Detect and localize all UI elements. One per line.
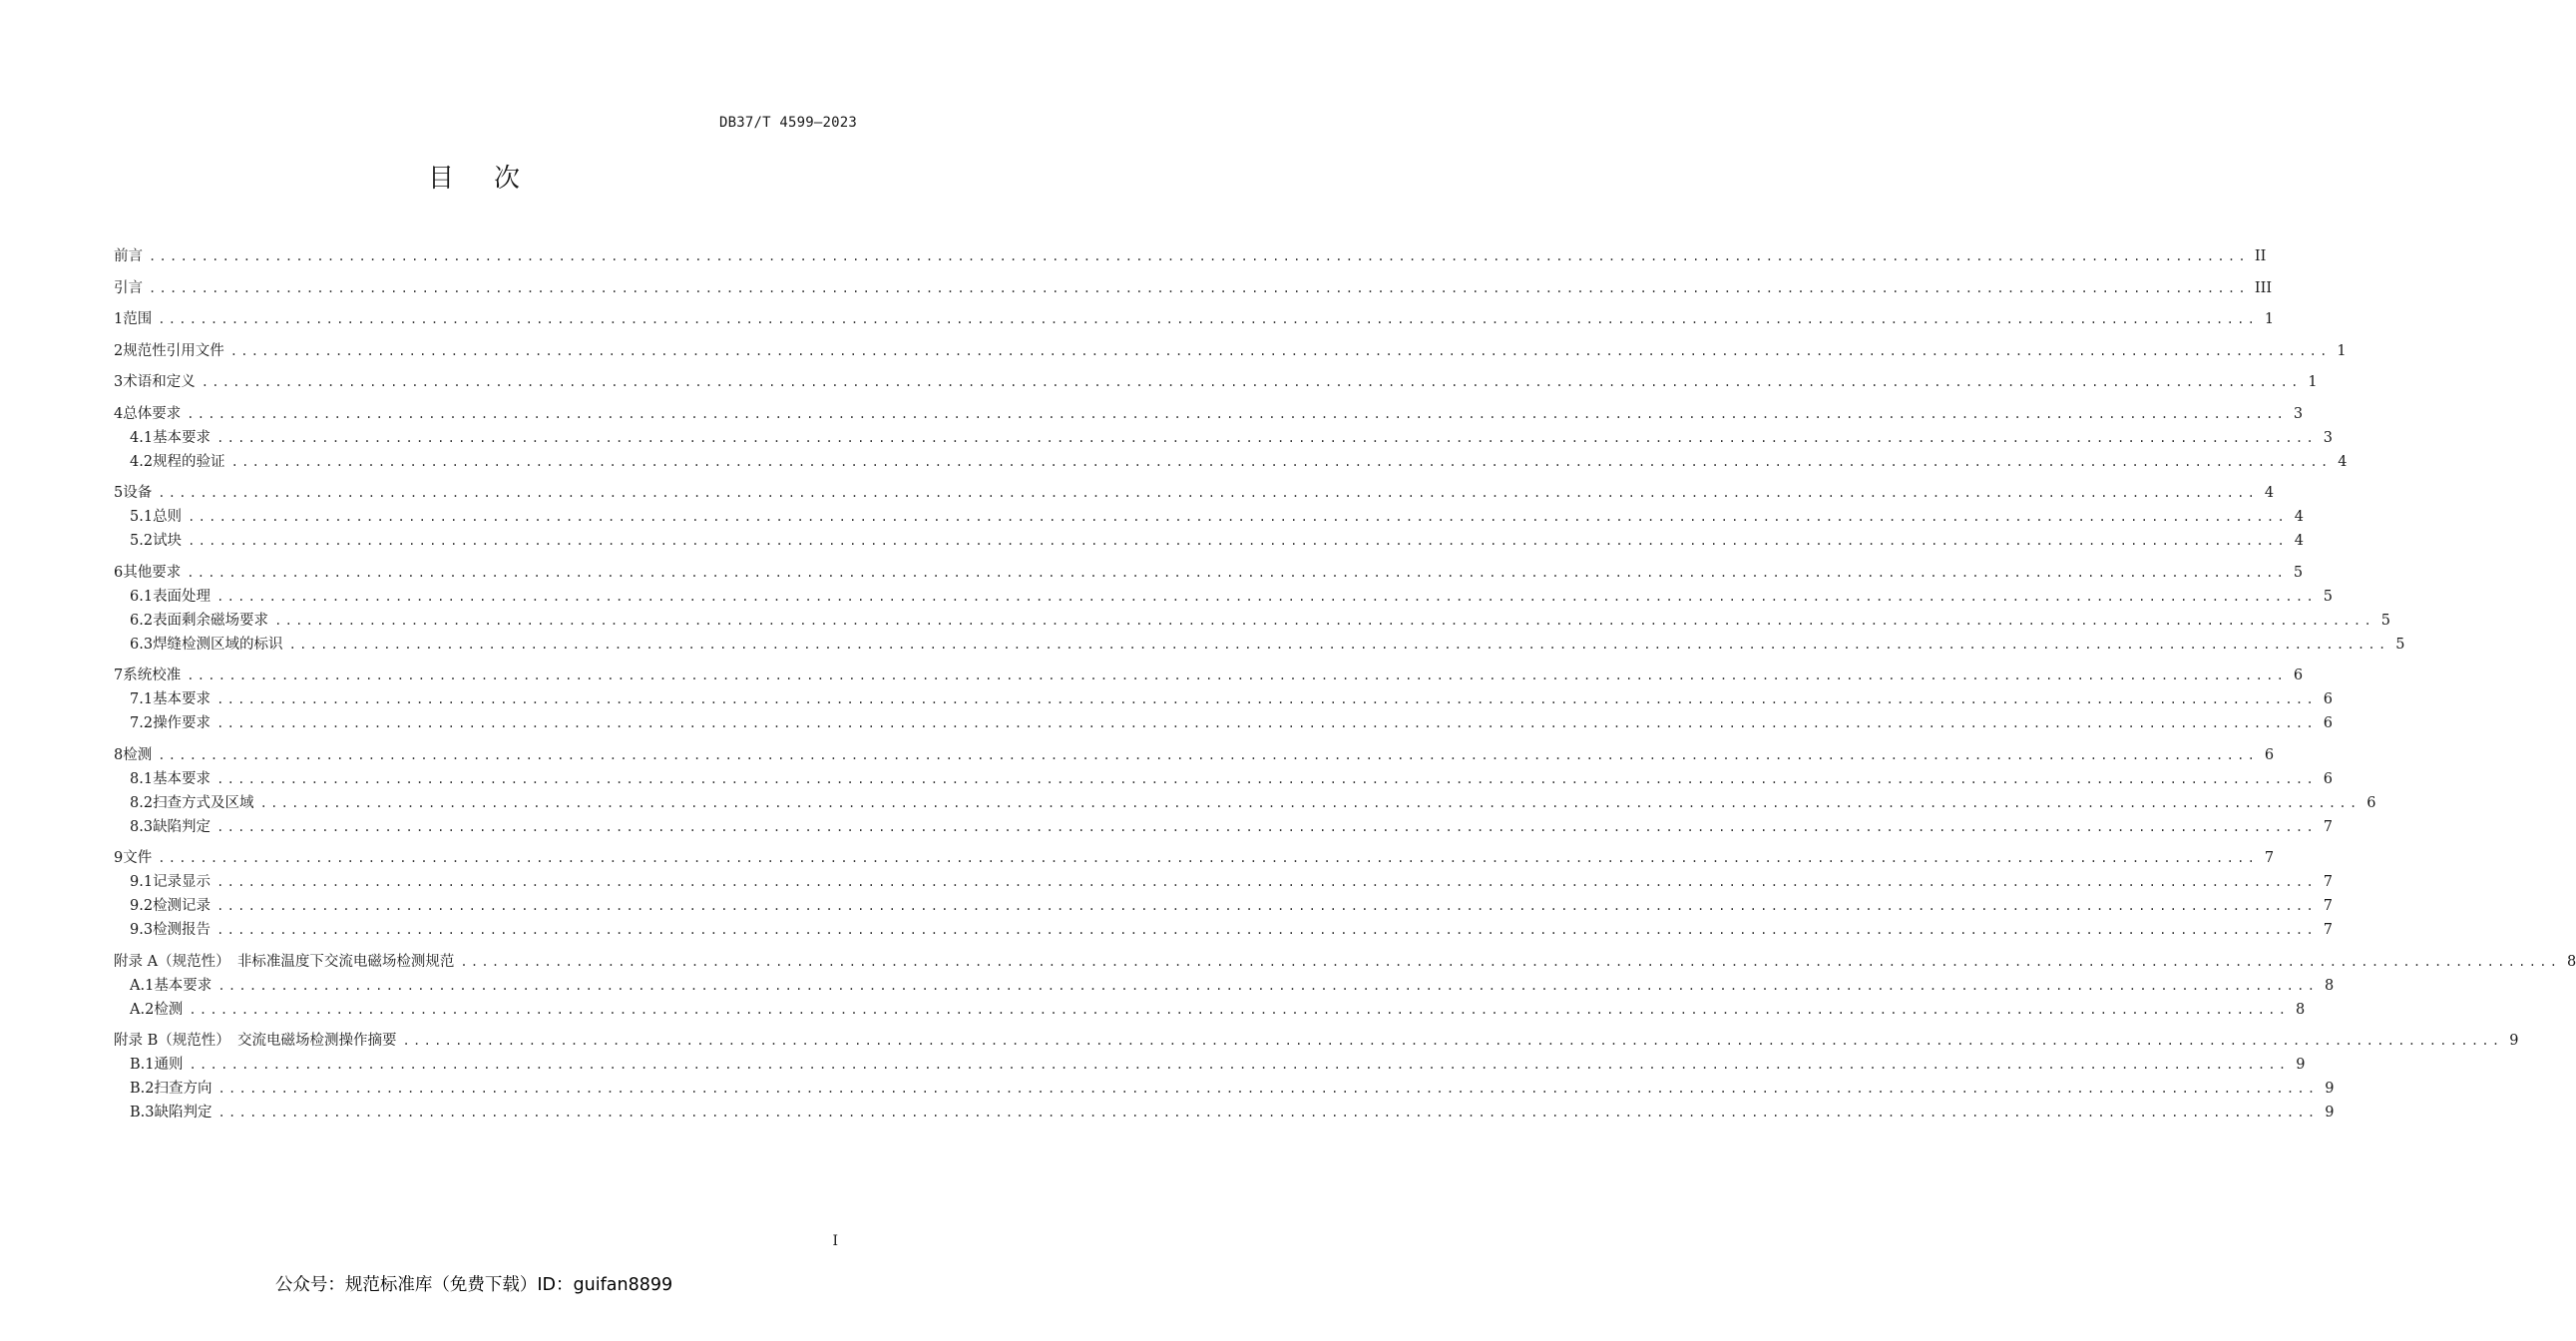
toc-entry-label: 范围	[123, 311, 153, 327]
page-title: 目次	[427, 164, 560, 194]
standard-number: DB37/T 4599—2023	[718, 115, 857, 131]
toc-entry-label: 检测报告	[153, 922, 212, 938]
dot-leader: ........................................................................................................................................................................................................	[216, 875, 2317, 889]
toc-entry-number: 9	[114, 850, 124, 866]
toc-entry-page: II	[2254, 248, 2267, 264]
toc-entry[interactable]	[114, 450, 2348, 474]
toc-entry-number: B.2	[130, 1081, 155, 1097]
toc-entry[interactable]	[114, 244, 2267, 268]
toc-entry-number: 2	[114, 342, 124, 359]
toc-entry-number: 8	[114, 746, 124, 763]
dot-leader: ........................................................................................................................................................................................................	[158, 486, 2259, 500]
dot-leader: ........................................................................................................................................................................................................	[216, 430, 2317, 445]
toc-entry-page: 4	[2264, 485, 2275, 501]
dot-leader: ........................................................................................................................................................................................................	[216, 923, 2317, 937]
toc-entry-label: 操作要求	[153, 715, 212, 731]
toc-entry-page: 3	[2293, 405, 2304, 422]
toc-entry-page: 9	[2325, 1105, 2335, 1120]
toc-entry-label: 缺陷判定	[154, 1105, 213, 1120]
toc-entry-label: 通则	[154, 1057, 184, 1073]
toc-entry-page: 5	[2323, 588, 2333, 605]
toc-entry-number: 6.1	[130, 588, 154, 605]
toc-entry[interactable]	[114, 276, 2273, 300]
toc-entry-page: 5	[2293, 564, 2304, 581]
toc-entry-page: 9	[2509, 1033, 2519, 1049]
toc-entry-page: 4	[2294, 533, 2304, 549]
dot-leader: ........................................................................................................................................................................................................	[187, 565, 2288, 580]
toc-entry-page: III	[2254, 279, 2273, 296]
toc-entry[interactable]	[114, 505, 2304, 529]
toc-entry-label: 扫查方向	[154, 1081, 213, 1097]
toc-entry-number: 9.2	[130, 898, 154, 914]
dot-leader: ........................................................................................................................................................................................................	[158, 851, 2259, 865]
page-number: I	[832, 1233, 838, 1249]
toc-entry-page: 1	[2337, 342, 2347, 359]
dot-leader: ........................................................................................................................................................................................................	[149, 249, 2249, 263]
toc-entry[interactable]	[114, 561, 2304, 585]
toc-entry[interactable]	[114, 529, 2304, 553]
toc-entry-label: 基本要求	[153, 691, 212, 707]
toc-entry-number: 1	[114, 311, 124, 327]
toc-entry-number: 5	[114, 485, 124, 501]
dot-leader: ........................................................................................................................................................................................................	[217, 1082, 2319, 1096]
toc-entry-number: 8.3	[130, 818, 154, 835]
toc-entry-page: 3	[2323, 429, 2333, 446]
toc-entry-page: 8	[2567, 953, 2576, 970]
toc-entry[interactable]	[114, 687, 2333, 711]
dot-leader: ........................................................................................................................................................................................................	[274, 613, 2374, 628]
toc-entry-number: 4	[114, 405, 124, 422]
dot-leader: ........................................................................................................................................................................................................	[229, 343, 2331, 358]
toc-entry[interactable]	[114, 426, 2333, 450]
toc-entry-label: 引言	[114, 279, 143, 296]
toc-entry-page: 1	[2308, 374, 2318, 390]
toc-entry[interactable]	[114, 633, 2405, 657]
dot-leader: ........................................................................................................................................................................................................	[460, 954, 2561, 969]
dot-leader: ........................................................................................................................................................................................................	[217, 978, 2319, 993]
toc-entry[interactable]	[114, 974, 2335, 998]
dot-leader: ........................................................................................................................................................................................................	[216, 692, 2317, 706]
toc-entry-page: 6	[2293, 668, 2304, 683]
toc-entry-label: 缺陷判定	[153, 818, 212, 835]
toc-entry-label: 试块	[153, 533, 183, 549]
toc-entry[interactable]	[114, 339, 2347, 363]
dot-leader: ........................................................................................................................................................................................................	[187, 406, 2288, 421]
toc-entry-page: 6	[2264, 746, 2275, 763]
dot-leader: ........................................................................................................................................................................................................	[217, 1106, 2319, 1119]
toc-entry-label: 附录 B（规范性） 交流电磁场检测操作摘要	[114, 1033, 397, 1049]
toc-entry[interactable]	[114, 1077, 2335, 1101]
toc-entry-number: 6	[114, 564, 124, 581]
toc-entry-number: 5.2	[130, 533, 154, 549]
toc-entry-page: 8	[2296, 1001, 2306, 1018]
toc-entry-label: 扫查方式及区域	[153, 794, 254, 811]
watermark-text: 公众号：规范标准库（免费下载）ID：guifan8899	[274, 1275, 673, 1295]
toc-entry[interactable]	[114, 402, 2304, 426]
toc-entry[interactable]	[114, 767, 2333, 791]
toc-entry-number: B.3	[130, 1105, 155, 1120]
toc-entry-number: 7.1	[130, 691, 154, 707]
toc-entry-number: 5.1	[130, 509, 154, 525]
dot-leader: ........................................................................................................................................................................................................	[188, 534, 2288, 548]
toc-entry-label: 总则	[153, 509, 183, 525]
toc-entry-page: 8	[2325, 977, 2335, 994]
dot-leader: ........................................................................................................................................................................................................	[288, 637, 2389, 652]
toc-entry[interactable]	[114, 950, 2576, 974]
toc-entry-page: 7	[2264, 850, 2275, 866]
dot-leader: ........................................................................................................................................................................................................	[216, 771, 2317, 786]
toc-entry-label: 附录 A（规范性） 非标准温度下交流电磁场检测规范	[114, 953, 455, 970]
table-of-contents	[114, 244, 2576, 1124]
toc-entry[interactable]	[114, 307, 2275, 331]
toc-entry[interactable]	[114, 711, 2333, 735]
toc-entry-label: 术语和定义	[123, 374, 196, 390]
dot-leader: ........................................................................................................................................................................................................	[188, 510, 2288, 524]
toc-entry-label: 检测	[154, 1001, 184, 1018]
dot-leader: ........................................................................................................................................................................................................	[216, 716, 2317, 730]
toc-entry-label: 表面剩余磁场要求	[153, 612, 269, 629]
toc-entry-number: 7.2	[130, 715, 154, 731]
toc-entry-label: 焊缝检测区域的标识	[153, 636, 283, 653]
toc-entry-page: 7	[2323, 818, 2333, 835]
toc-entry-page: 1	[2264, 311, 2275, 327]
dot-leader: ........................................................................................................................................................................................................	[402, 1034, 2503, 1048]
toc-entry-page: 6	[2323, 691, 2333, 707]
toc-entry[interactable]	[114, 370, 2318, 394]
toc-entry-label: 总体要求	[123, 405, 182, 422]
toc-entry[interactable]	[114, 918, 2333, 942]
toc-entry-label: 基本要求	[153, 770, 212, 787]
toc-entry-page: 6	[2323, 715, 2333, 731]
toc-entry-label: 前言	[114, 248, 143, 264]
toc-entry[interactable]	[114, 609, 2390, 633]
toc-entry[interactable]	[114, 481, 2275, 505]
dot-leader: ........................................................................................................................................................................................................	[158, 747, 2259, 762]
toc-entry[interactable]	[114, 1029, 2519, 1053]
toc-entry[interactable]	[114, 791, 2376, 815]
dot-leader: ........................................................................................................................................................................................................	[189, 1058, 2290, 1072]
toc-entry-number: 8.2	[130, 794, 154, 811]
dot-leader: ........................................................................................................................................................................................................	[216, 899, 2317, 913]
toc-entry-page: 6	[2323, 770, 2333, 787]
toc-entry-number: 8.1	[130, 770, 154, 787]
toc-entry-page: 7	[2323, 898, 2333, 914]
toc-entry-page: 9	[2296, 1057, 2306, 1073]
toc-entry-number: 4.2	[130, 453, 154, 470]
toc-entry-page: 6	[2366, 794, 2376, 811]
toc-entry-number: B.1	[130, 1057, 155, 1073]
toc-entry-label: 记录显示	[153, 874, 212, 890]
toc-entry-label: 检测记录	[153, 898, 212, 914]
dot-leader: ........................................................................................................................................................................................................	[259, 795, 2361, 810]
dot-leader: ........................................................................................................................................................................................................	[216, 819, 2317, 834]
toc-entry-number: 9.3	[130, 922, 154, 938]
dot-leader: ........................................................................................................................................................................................................	[158, 312, 2259, 326]
toc-entry[interactable]	[114, 585, 2333, 609]
toc-entry[interactable]	[114, 1053, 2306, 1077]
toc-entry-page: 4	[2294, 509, 2304, 525]
toc-entry-page: 5	[2380, 612, 2390, 629]
toc-entry-number: 4.1	[130, 429, 154, 446]
toc-entry-page: 4	[2338, 453, 2348, 470]
toc-entry[interactable]	[114, 998, 2306, 1022]
dot-leader: ........................................................................................................................................................................................................	[189, 1002, 2290, 1017]
toc-entry-label: 基本要求	[154, 977, 213, 994]
toc-entry-number: 9.1	[130, 874, 154, 890]
toc-entry[interactable]	[114, 1101, 2335, 1124]
toc-entry-number: 3	[114, 374, 124, 390]
toc-entry-page: 5	[2395, 636, 2405, 653]
toc-entry-number: A.2	[130, 1001, 155, 1018]
dot-leader: ........................................................................................................................................................................................................	[187, 669, 2288, 682]
toc-entry-label: 表面处理	[153, 588, 212, 605]
dot-leader: ........................................................................................................................................................................................................	[201, 375, 2302, 389]
dot-leader: ........................................................................................................................................................................................................	[216, 589, 2317, 604]
toc-entry-page: 7	[2323, 874, 2333, 890]
toc-entry-number: 6.2	[130, 612, 154, 629]
toc-entry-number: 6.3	[130, 636, 154, 653]
toc-entry-number: 7	[114, 668, 124, 683]
toc-entry-page: 7	[2323, 922, 2333, 938]
toc-entry[interactable]	[114, 664, 2304, 687]
toc-entry-label: 系统校准	[123, 668, 182, 683]
dot-leader: ........................................................................................................................................................................................................	[230, 454, 2332, 469]
toc-entry-label: 其他要求	[123, 564, 182, 581]
toc-entry-label: 规程的验证	[153, 453, 225, 470]
toc-entry[interactable]	[114, 846, 2275, 870]
toc-entry-label: 基本要求	[153, 429, 212, 446]
toc-entry[interactable]	[114, 743, 2275, 767]
toc-entry-label: 文件	[123, 850, 153, 866]
toc-entry[interactable]	[114, 894, 2333, 918]
toc-entry[interactable]	[114, 815, 2333, 839]
toc-entry[interactable]	[114, 870, 2333, 894]
dot-leader: ........................................................................................................................................................................................................	[149, 280, 2249, 295]
toc-entry-label: 规范性引用文件	[123, 342, 224, 359]
toc-entry-page: 9	[2325, 1081, 2335, 1097]
toc-entry-number: A.1	[130, 977, 155, 994]
toc-entry-label: 设备	[123, 485, 153, 501]
toc-entry-label: 检测	[123, 746, 153, 763]
